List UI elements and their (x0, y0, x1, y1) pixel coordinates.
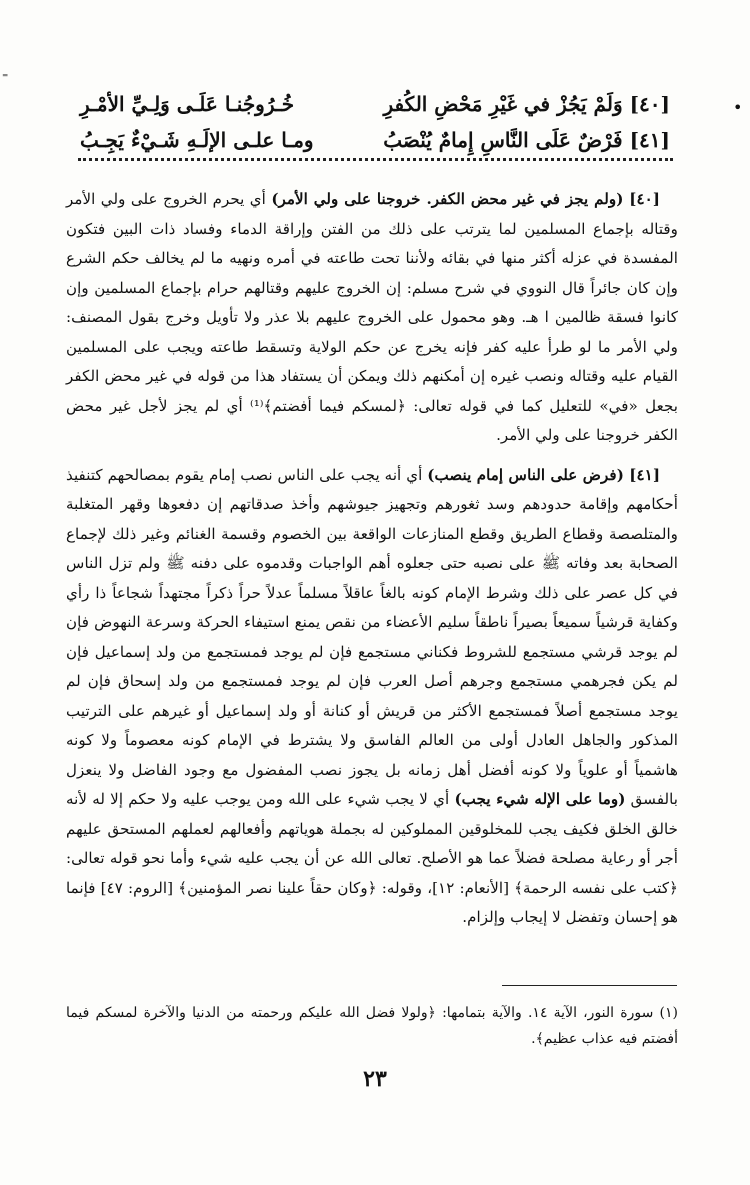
commentary-text (66, 185, 678, 933)
verse-first-hemistich: [٤١] فَرْضٌ عَلَى النَّاسِ إِمامٌ يُنْصَبُ (383, 128, 670, 152)
paragraph-body: أي أنه يجب على الناس نصب إمام يقوم بمصالحهم كتنفيذ أحكامهم وإقامة حدودهم وسد ثغورهم وتجهيز جيوشهم وأخذ صدقاتهم إن دفعوها وقهر المتغلبة والمتلصصة وقطاع الطريق وقطع المنازعات الواقعة بين الخصوم وقسمة الغنائم وغير ذلك لإجماع الصحابة بعد وفاته ﷺ على نصبه حتى جعلوه أهم الواجبات وقدموه على دفنه ﷺ ولم تزل الناس في كل عصر على ذلك وشرط الإمام كونه بالغاً عاقلاً مسلماً عدلاً حراً ذكراً مجتهداً شجاعاً ذا رأي وكفاية قرشياً سميعاً بصيراً ناطقاً سليم الأعضاء من نقص يمنع استيفاء الحركة وسرعة النهوض فإن لم يوجد قرشي مستجمع للشروط فكناني مستجمع فإن لم يوجد فمستجمع من ولد إسماعيل فإن لم يكن فجرهمي مستجمع وجرهم أصل العرب فإن لم يوجد فمستجمع من ولد إسحاق فإن لم يوجد مستجمع أصلاً فمستجمع الأكثر من قريش أو كنانة أو ولد إسماعيل أو غيرهم على الترتيب المذكور والجاهل العادل أولى من العالم الفاسق ولا يشترط في الإمام كونه معصوماً ولا كونه هاشمياً أو علوياً ولا كونه أفضل أهل زمانه بل يجوز نصب المفضول مع وجود الفاضل ولا ينعزل بالفسق (66, 465, 678, 808)
footnote-rule (502, 985, 677, 986)
page-number: ٢٣ (363, 1066, 387, 1092)
footnote: (١) سورة النور، الآية ١٤. والآية بتمامها: ﴿ولولا فضل الله عليكم ورحمته من الدنيا والآخرة لمسكم فيما أفضتم فيه عذاب عظيم﴾. (66, 1005, 678, 1047)
paragraph-41 (66, 461, 678, 933)
paragraph-lead: [٤١] (فرض على الناس إمام ينصب) (427, 465, 660, 484)
paragraph-lead: [٤٠] (ولم يجز في غير محض الكفر. خروجنا على ولي الأمر) (271, 190, 660, 208)
verse-second-hemistich: ومـا علـى الإلَـهِ شَـيْءٌ يَجِـبُ (80, 128, 314, 152)
margin-dot: • (733, 98, 743, 117)
paragraph-body: أي لا يجب شيء على الله ومن يوجب عليه ولا حكم إلا له لأنه خالق الخلق فكيف يجب للمخلوقين المملوكين له بجملة هوياتهم وأفعالهم لعملهم المستحق عليهم أجر أو رعاية مصلحة فضلاً عما هو الأصلح. تعالى الله عن أن يجب عليه شيء وأما نحو قوله تعالى: ﴿كتب على نفسه الرحمة﴾ [الأنعام: ١٢]، وقوله: ﴿وكان حقاً علينا نصر المؤمنين﴾ [الروم: ٤٧] فإنما هو إحسان وتفضل لا إيجاب وإلزام. (66, 790, 678, 926)
margin-mark: ⁼ (2, 70, 9, 84)
verse-second-hemistich: خُـرُوجُنـا عَلَـى وَلِـيِّ الأمْـرِ (80, 92, 295, 116)
verse-first-hemistich: [٤٠] وَلَمْ يَجُزْ في غَيْرِ مَحْضِ الكُفرِ (383, 92, 670, 116)
verse-block (80, 86, 670, 158)
verse-line (80, 122, 670, 158)
paragraph-lead: (وما على الإله شيء يجب) (454, 790, 626, 808)
dotted-separator (78, 158, 673, 161)
paragraph-40 (66, 185, 678, 451)
paragraph-body: أي يحرم الخروج على ولي الأمر وقتاله بإجماع المسلمين لما يترتب على ذلك من الفتن وإراقة الدماء وفساد ذات البين فتكون المفسدة في عزله أكثر منها في بقائه ولأننا تحت طاعته في أمره ونهيه ما لم يخالف حكم الشرع وإن كان جائراً قال النووي في شرح مسلم: إن الخروج عليهم وقتالهم حرام بإجماع المسلمين وإن كانوا فسقة ظالمين ا هـ. وهو محمول على الخروج عليهم بلا عذر ولا تأويل وخرج بقول المصنف: ولي الأمر ما لو طرأ عليه كفر فإنه يخرج عن حكم الولاية وتسقط طاعته ويجب على المسلمين القيام عليه وقتاله ونصب غيره إن أمكنهم ذلك ويمكن أن يستفاد هذا من قوله في غير محض الكفر بجعل «في» للتعليل كما في قوله تعالى: ﴿لمسكم فيما أفضتم﴾⁽¹⁾ أي لم يجز لأجل غير محض الكفر خروجنا على ولي الأمر. (66, 190, 678, 444)
verse-line (80, 86, 670, 122)
